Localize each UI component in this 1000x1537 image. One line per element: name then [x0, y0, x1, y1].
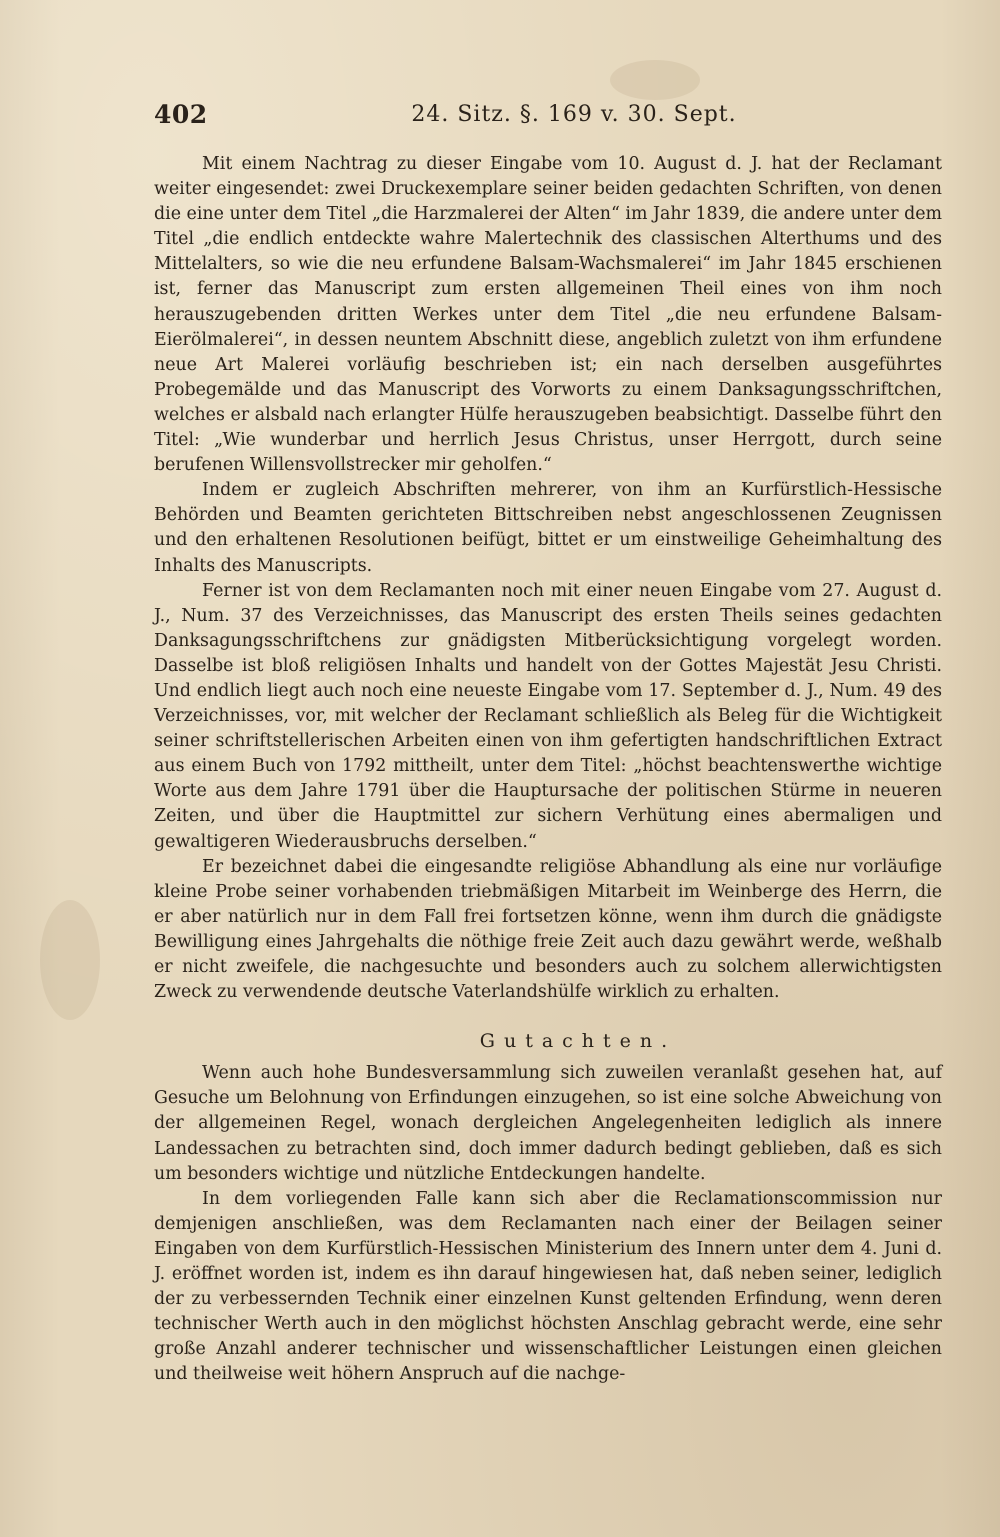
body-text — [154, 152, 942, 1388]
page-number: 402 — [154, 100, 208, 129]
paragraph: Er bezeichnet dabei die eingesandte religiöse Abhandlung als eine nur vorläufige kleine Probe seiner vorhabenden triebmäßigen Mitarbeit im Weinberge des Herrn, die er aber natürlich nur in dem Fall frei fortsetzen könne, wenn ihm durch die gnädigste Bewilligung eines Jahrgehalts die nöthige freie Zeit auch dazu gewährt werde, weßhalb er nicht zweifele, die nachgesuchte und besonders auch zu solchem allerwichtigsten Zweck zu verwendende deutsche Vaterlandshülfe wirklich zu erhalten. — [154, 856, 942, 1003]
page-header — [154, 100, 844, 144]
paragraph: Wenn auch hohe Bundesversammlung sich zuweilen veranlaßt gesehen hat, auf Gesuche um Belohnung von Erfindungen einzugehen, so ist eine solche Abweichung von der allgemeinen Regel, wonach dergleichen Angelegenheiten lediglich als innere Landessachen zu betrachten sind, doch immer dadurch bedingt geblieben, daß es sich um besonders wichtige und nützliche Entdeckungen handelte. — [154, 1063, 942, 1184]
section-heading: Gutachten. — [479, 1030, 677, 1053]
paper-stain — [610, 60, 700, 100]
paragraph: Ferner ist von dem Reclamanten noch mit einer neuen Eingabe vom 27. August d. J., Num. 37 des Verzeichnisses, das Manuscript des ersten Theils seines gedachten Danksagungsschriftchens zur gnädigsten Mitberücksichtigung vorgelegt worden. Dasselbe ist bloß religiösen Inhalts und handelt von der Gottes Majestät Jesu Christi. Und endlich liegt auch noch eine neueste Eingabe vom 17. September d. J., Num. 49 des Verzeichnisses, vor, mit welcher der Reclamant schließlich als Beleg für die Wichtigkeit seiner schriftstellerischen Arbeiten einen von ihm gefertigten handschriftlichen Extract aus einem Buch von 1792 mittheilt, unter dem Titel: „höchst beachtenswerthe wichtige Worte aus dem Jahre 1791 über die Hauptursache der politischen Stürme in neueren Zeiten, und über die Hauptmittel zur sichern Verhütung eines abermaligen und gewaltigeren Wiederausbruchs derselben.“ — [154, 580, 942, 852]
running-head: 24. Sitz. §. 169 v. 30. Sept. — [411, 102, 737, 127]
paragraph: In dem vorliegenden Falle kann sich aber die Reclamationscommission nur demjenigen anschließen, was dem Reclamanten nach einer der Beilagen seiner Eingaben von dem Kurfürstlich-Hessischen Ministerium des Innern unter dem 4. Juni d. J. eröffnet worden ist, indem es ihn darauf hingewiesen hat, daß neben seiner, lediglich der zu verbessernden Technik einer einzelnen Kunst geltenden Erfindung, wenn deren technischer Werth auch in den möglichst höchsten Anschlag gebracht werde, eine sehr große Anzahl anderer technischer und wissenschaftlicher Leistungen einen gleichen und theilweise weit höhern Anspruch auf die nachge- — [154, 1188, 942, 1385]
paper-stain — [40, 900, 100, 1020]
paragraph: Mit einem Nachtrag zu dieser Eingabe vom 10. August d. J. hat der Reclamant weiter eingesendet: zwei Druckexemplare seiner beiden gedachten Schriften, von denen die eine unter dem Titel „die Harzmalerei der Alten“ im Jahr 1839, die andere unter dem Titel „die endlich entdeckte wahre Malertechnik des classischen Alterthums und des Mittelalters, so wie die neu erfundene Balsam-Wachsmalerei“ im Jahr 1845 erschienen ist, ferner das Manuscript zum ersten allgemeinen Theil eines von ihm noch herauszugebenden dritten Werkes unter dem Titel „die neu erfundene Balsam-Eierölmalerei“, in dessen neuntem Abschnitt diese, angeblich zuletzt von ihm erfundene neue Art Malerei vorläufig beschrieben ist; ein nach derselben ausgeführtes Probegemälde und das Manuscript des Vorworts zu einem Danksagungsschriftchen, welches er alsbald nach erlangter Hülfe herauszugeben beabsichtigt. Dasselbe führt den Titel: „Wie wunderbar und herrlich Jesus Christus, unser Herrgott, durch seine berufenen Willensvollstrecker mir geholfen.“ — [154, 154, 942, 476]
paragraph: Indem er zugleich Abschriften mehrerer, von ihm an Kurfürstlich-Hessische Behörden und Beamten gerichteten Bittschreiben nebst angeschlossenen Zeugnissen und den erhaltenen Resolutionen beifügt, bittet er um einstweilige Geheimhaltung des Inhalts des Manuscripts. — [154, 480, 942, 576]
